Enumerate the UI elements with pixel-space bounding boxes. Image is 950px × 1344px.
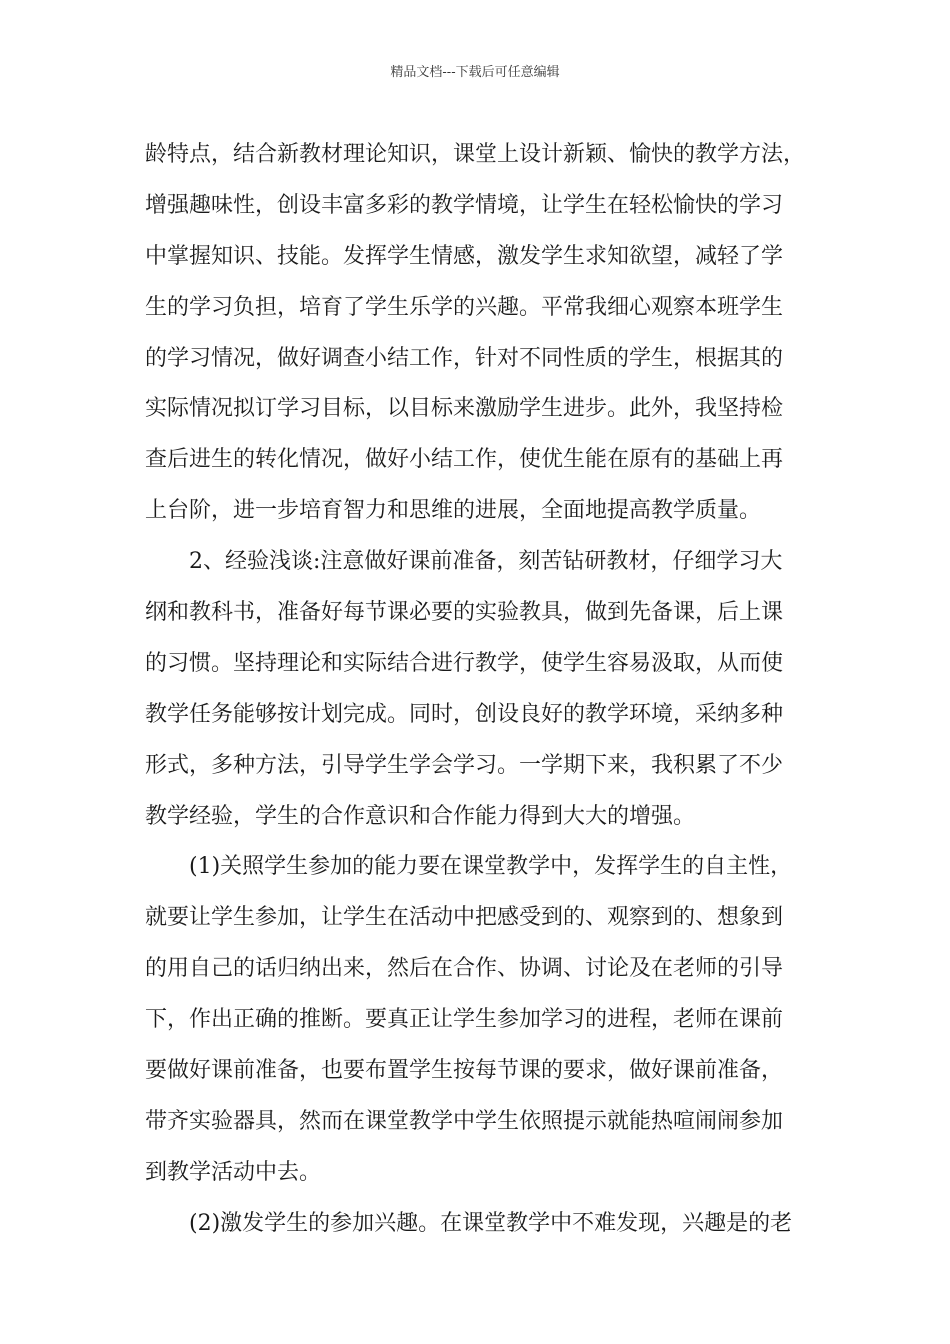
body-text — [145, 130, 825, 1250]
text-line: 生的学习负担，培育了学生乐学的兴趣。平常我细心观察本班学生 — [145, 294, 784, 320]
text-line: 就要让学生参加，让学生在活动中把感受到的、观察到的、想象到 — [145, 905, 784, 931]
text-line: 中掌握知识、技能。发挥学生情感，激发学生求知欲望，减轻了学 — [145, 243, 784, 269]
text-line: 纲和教科书，准备好每节课必要的实验教具，做到先备课，后上课 — [145, 600, 784, 626]
text-line: 实际情况拟订学习目标，以目标来激励学生进步。此外，我坚持检 — [145, 396, 784, 422]
text-line: 的学习情况，做好调查小结工作，针对不同性质的学生，根据其的 — [145, 345, 784, 371]
text-line: 龄特点，结合新教材理论知识，课堂上设计新颖、愉快的教学方法， — [145, 142, 806, 167]
text-line: (2)激发学生的参加兴趣。在课堂教学中不难发现，兴趣是的老 — [189, 1210, 793, 1236]
text-line: 增强趣味性，创设丰富多彩的教学情境，让学生在轻松愉快的学习 — [145, 192, 784, 218]
text-line: 教学任务能够按计划完成。同时，创设良好的教学环境，采纳多种 — [145, 701, 784, 727]
page-header: 精品文档---下载后可任意编辑 — [390, 65, 560, 80]
text-line: 上台阶，进一步培育智力和思维的进展，全面地提高教学质量。 — [145, 498, 762, 524]
text-line: 2、经验浅谈:注意做好课前准备，刻苦钻研教材，仔细学习大 — [189, 549, 783, 575]
text-line: 到教学活动中去。 — [145, 1159, 322, 1185]
text-line: 的用自己的话归纳出来，然后在合作、协调、讨论及在老师的引导 — [145, 956, 784, 982]
text-line: 的习惯。坚持理论和实际结合进行教学，使学生容易汲取，从而使 — [145, 650, 784, 676]
text-line: 下，作出正确的推断。要真正让学生参加学习的进程，老师在课前 — [145, 1007, 784, 1033]
text-line: 查后进生的转化情况，做好小结工作，使优生能在原有的基础上再 — [145, 447, 784, 473]
text-line: 带齐实验器具，然而在课堂教学中学生依照提示就能热喧闹闹参加 — [145, 1108, 784, 1134]
text-line: 教学经验，学生的合作意识和合作能力得到大大的增强。 — [145, 803, 696, 829]
text-line: 形式，多种方法，引导学生学会学习。一学期下来，我积累了不少 — [145, 752, 784, 778]
text-line: 要做好课前准备，也要布置学生按每节课的要求，做好课前准备， — [145, 1058, 784, 1084]
text-line: (1)关照学生参加的能力要在课堂教学中，发挥学生的自主性， — [189, 854, 793, 880]
